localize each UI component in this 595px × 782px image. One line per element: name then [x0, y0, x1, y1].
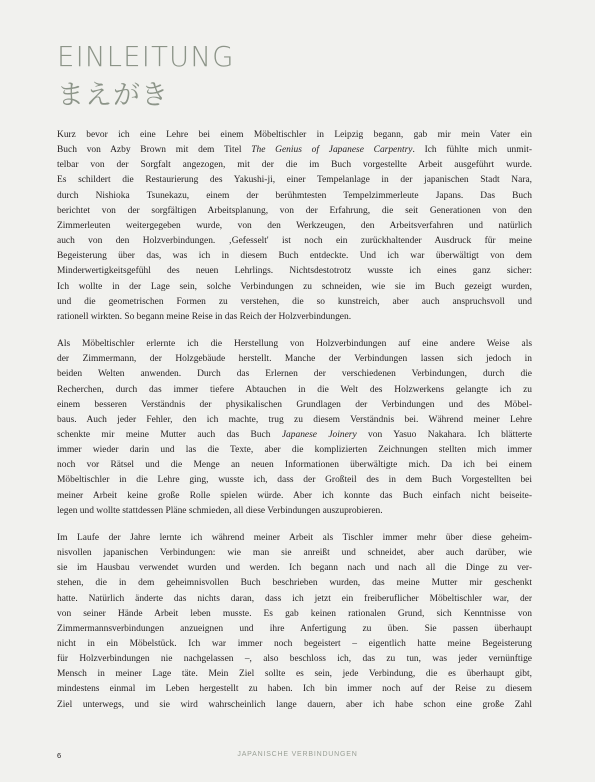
text-line: Recherchen, durch das immer tiefere Abtauchen in die Welt des Holzwerkens gelangte ich zu	[57, 384, 532, 395]
paragraph	[57, 531, 532, 713]
text-line: Begeisterung über das, was ich in diesem Buch entdeckte. Und ich war überwältigt von dem	[57, 251, 532, 262]
body-text	[57, 128, 532, 725]
text-line: nicht in ein Möbelstück. Ich war immer noch begeistert – eigentlich hatte meine Begeisterung	[57, 639, 532, 649]
text-line: Im Laufe der Jahre lernte ich während meiner Arbeit als Tischler immer mehr über diese geheim-	[57, 532, 532, 543]
chapter-subheading-japanese: まえがき	[57, 80, 169, 111]
page-number: 6	[57, 751, 62, 760]
text-line: berichtet von der sorgfältigen Arbeitsplanung, von der Erfahrung, die seit Generationen von den	[57, 205, 532, 216]
text-line: und die geometrischen Formen zu verstehen, die so kunstreich, aber auch anspruchsvoll und	[57, 296, 532, 307]
book-title: The Genius of Japanese Carpentry	[251, 145, 413, 156]
text-line: Als Möbeltischler erlernte ich die Herstellung von Holzverbindungen auf eine andere Weise als	[57, 339, 532, 350]
text-line: nisvollen japanischen Verbindungen: wie man sie anreißt und schneidet, aber auch darüber, wie	[57, 548, 532, 559]
text-line: meiner Arbeit keine große Rolle spielen würde. Aber ich konnte das Buch einfach nicht beiseite-	[57, 490, 532, 501]
text-line: mindestens einmal im Leben hergestellt zu haben. Ich bin immer noch auf der Reise zu diesem	[57, 684, 532, 695]
text-line: sie im Hausbau verwendet wurden und werden. Ich begann nach und nach all die Dinge zu ver-	[57, 563, 532, 574]
text-line: Es schildert die Restaurierung des Yakushi-ji, einer Tempelanlage in der japanischen Stadt Nara,	[57, 175, 532, 186]
text-line: stehen, die in dem geheimnisvollen Buch beschrieben wurden, das meine Mutter mir geschenkt	[57, 578, 532, 589]
text-line: Ich wollte in der Lage sein, solche Verbindungen zu schneiden, wie sie im Buch gezeigt wurden,	[57, 281, 532, 292]
text-line: durch Nishioka Tsunekazu, einem der berühmtesten Tempelzimmerleute Japans. Das Buch	[57, 190, 532, 201]
text-line: Kurz bevor ich eine Lehre bei einem Möbeltischler in Leipzig begann, gab mir mein Vater ein	[57, 130, 532, 140]
text-line: Buch von Azby Brown mit dem Titel The Genius of Japanese Carpentry. Ich fühlte mich unmit-	[57, 145, 532, 156]
text-line: telbar von der Sorgfalt angezogen, mit der die im Buch vorgestellte Arbeit ausgeführt wurde.	[57, 160, 532, 171]
text-line: Ziel unterwegs, und sie wird wahrscheinlich lange dauern, aber ich habe schon eine große Zahl	[57, 699, 532, 710]
text-line: Mensch in meiner Lage täte. Mein Ziel sollte es sein, jede Verbindung, die es überhaupt gibt,	[57, 669, 532, 680]
text-line: für Holzverbindungen nie nachgelassen –, also beschloss ich, das zu tun, was jeder vernünftige	[57, 654, 532, 665]
text-line: schenkte mir meine Mutter auch das Buch Japanese Joinery von Yasuo Nakahara. Ich blätterte	[57, 429, 532, 440]
chapter-heading: EINLEITUNG	[57, 41, 235, 73]
text-line: baus. Auch jeder Fehler, den ich machte, trug zu diesem Verständnis bei. Während meiner Lehre	[57, 414, 532, 425]
text-line: einem besseren Verständnis der physikalischen Grundlagen der Verbindungen und des Möbel-	[57, 399, 532, 410]
paragraph	[57, 337, 532, 519]
book-title: Japanese Joinery	[281, 429, 357, 440]
text-line: beiden Welten anwenden. Durch das Erlernen der verschiedenen Verbindungen, durch die	[57, 369, 532, 380]
text-line: Minderwertigkeitsgefühl des neuen Lehrlings. Nichtsdestotrotz wusste ich eines ganz sicher:	[57, 266, 532, 277]
running-title: JAPANISCHE VERBINDUNGEN	[237, 751, 358, 758]
text-line: Zimmermannsverbindungen anzueignen und ihre Anfertigung zu üben. Sie passen überhaupt	[57, 623, 532, 634]
text-line: immer wieder darin und las die Texte, aber die komplizierten Zeichnungen stellten mich immer	[57, 445, 532, 456]
text-line: hatte. Natürlich änderte das nichts daran, dass ich jetzt ein freiberuflicher Möbeltischler war, der	[57, 593, 532, 604]
text-line: der Zimmermann, der Holzgebäude herstellt. Manche der Verbindungen lassen sich jedoch in	[57, 354, 532, 365]
text-line: von seiner Hände Arbeit leben musste. Es gab keinen rationalen Grund, sich Kenntnisse von	[57, 608, 532, 619]
text-line: noch vor Rätsel und die Menge an neuen Informationen überwältigte mich. Da ich bei einem	[57, 460, 532, 471]
text-line: legen und wollte stattdessen Pläne schmieden, all diese Verbindungen auszuprobieren.	[57, 505, 383, 516]
paragraph	[57, 128, 532, 325]
text-line: auch von den Holzverbindungen. ‚Gefesselt' ist noch ein zurückhaltender Ausdruck für meine	[57, 236, 532, 247]
text-line: Möbeltischler in die Lehre ging, wusste ich, dass der Großteil des in dem Buch Vorgestellten bei	[57, 475, 532, 486]
text-line: rationell wirkten. So begann meine Reise in das Reich der Holzverbindungen.	[57, 311, 352, 322]
text-line: Zimmerleuten weitergegeben wurde, von den Werkzeugen, den Arbeitsverfahren und natürlich	[57, 220, 532, 231]
